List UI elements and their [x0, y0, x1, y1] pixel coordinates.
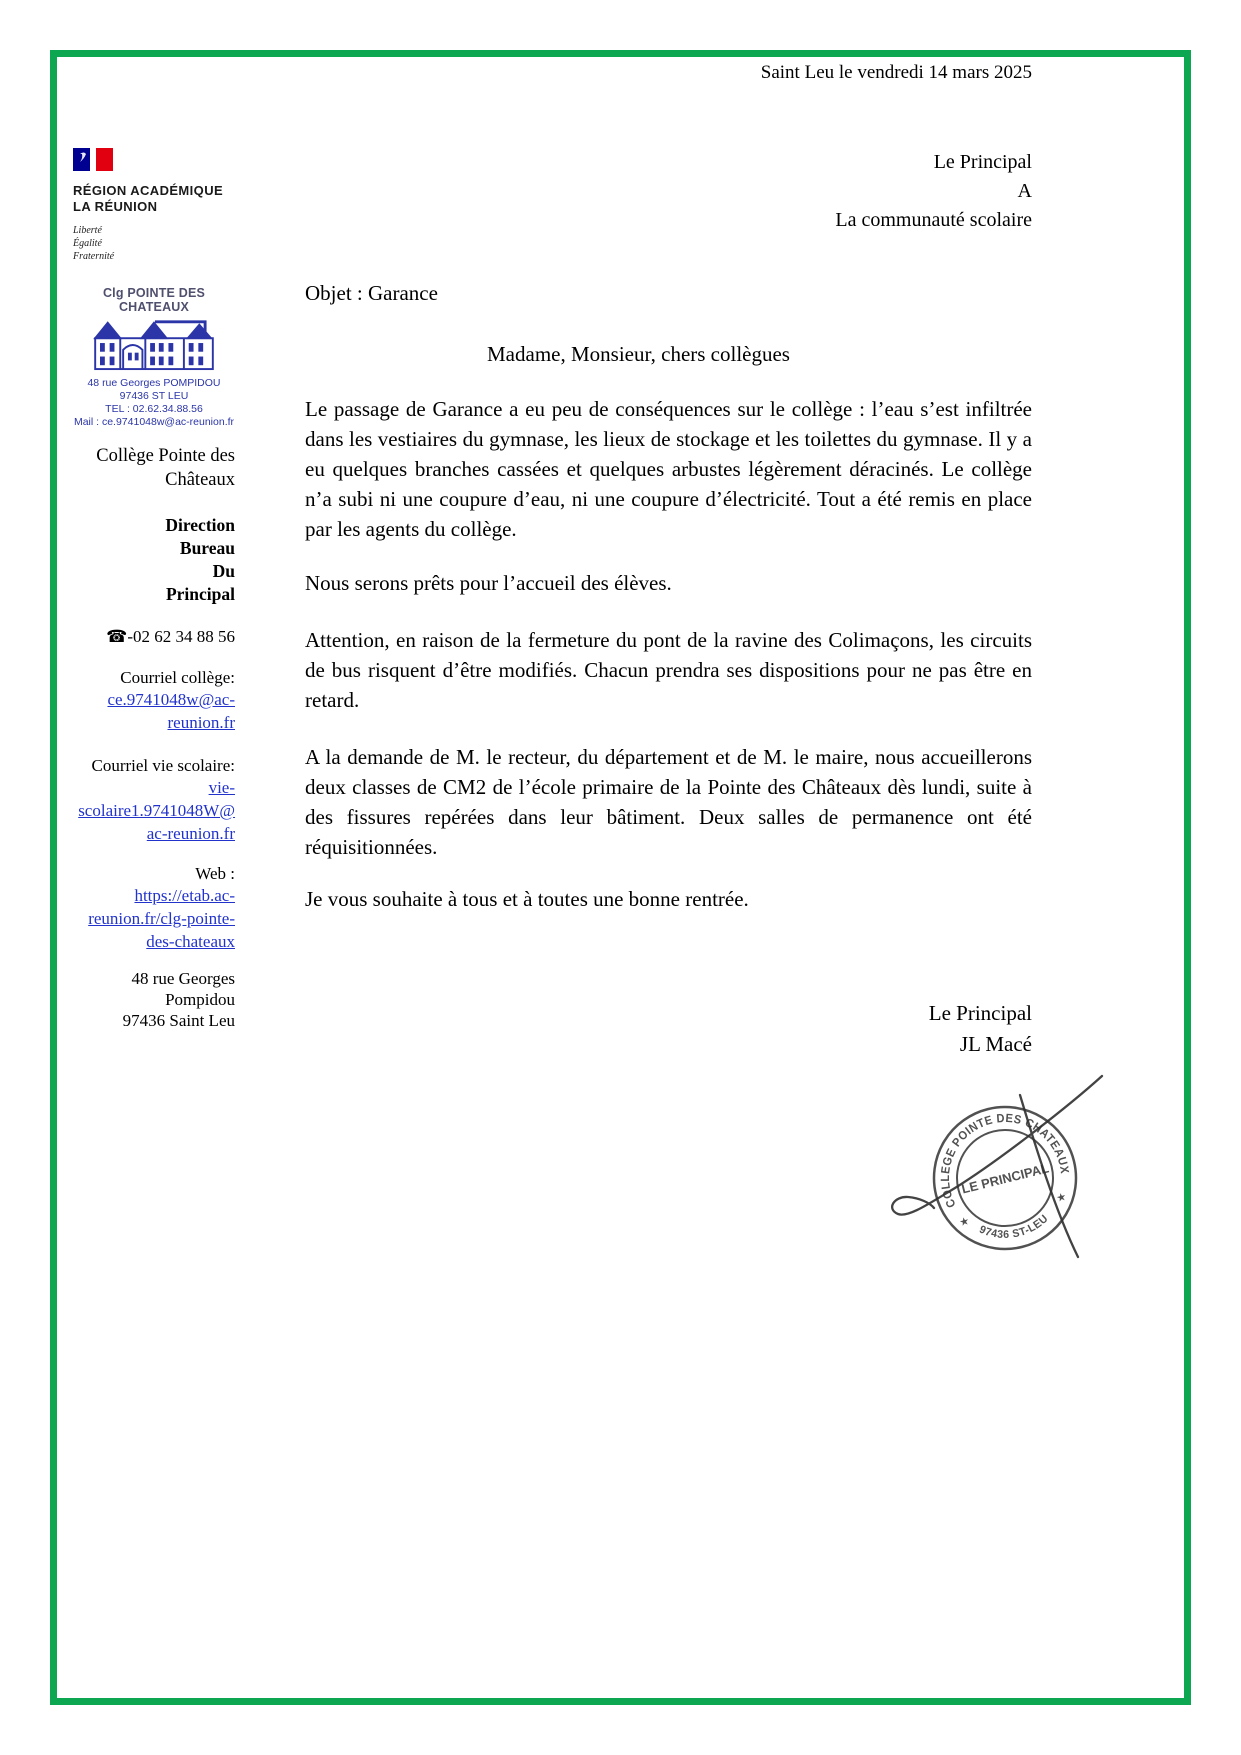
- school-logo-address-line3: TEL : 02.62.34.88.56: [105, 403, 203, 415]
- web-block: [73, 864, 235, 953]
- salutation: Madame, Monsieur, chers collègues: [487, 342, 790, 366]
- date-line: Saint Leu le vendredi 14 mars 2025: [760, 62, 1032, 83]
- stamp-star-right: ★: [1055, 1190, 1068, 1205]
- motto-egalite: Égalité: [73, 238, 102, 249]
- school-logo-address-line4: Mail : ce.9741048w@ac-reunion.fr: [73, 416, 235, 428]
- address-line-1: 48 rue Georges: [131, 969, 235, 988]
- courriel-college-block: [73, 668, 235, 734]
- school-logo-address-line2: 97436 ST LEU: [119, 390, 189, 402]
- recipient-line-3: La communauté scolaire: [835, 209, 1032, 231]
- region-logo-title-line1: RÉGION ACADÉMIQUE: [73, 183, 224, 198]
- recipient-line-1: Le Principal: [933, 151, 1032, 173]
- castle-logo-icon: [89, 317, 219, 371]
- school-name: Collège Pointe des Châteaux: [96, 446, 235, 490]
- stamp-star-left: ★: [958, 1215, 971, 1230]
- telephone-icon: ☎: [106, 627, 128, 646]
- svg-text:97436 ST-LEU: [975, 1207, 1053, 1249]
- web-label: Web :: [195, 864, 235, 883]
- paragraph-5: Je vous souhaite à tous et à toutes une bonne rentrée.: [305, 887, 749, 911]
- web-link[interactable]: https://etab.ac-reunion.fr/clg-pointe-des-chateaux: [88, 886, 235, 951]
- region-academique-logo: [73, 148, 235, 263]
- stamp-center-text: LE PRINCIPAL: [959, 1160, 1051, 1197]
- street-address-block: [73, 968, 235, 1031]
- paragraph-2: Nous serons prêts pour l’accueil des élèves.: [305, 571, 672, 595]
- region-logo-title-line2: LA RÉUNION: [73, 199, 158, 214]
- direction-block: [73, 514, 235, 606]
- objet-line: Objet : Garance: [305, 281, 438, 305]
- paragraph-4: A la demande de M. le recteur, du département et de M. le maire, nous accueillerons deux classes de CM2 de l’école primaire de la Pointe des Châteaux dès lundi, suite à des fissures repérées dans leur bâtiment. Deux salles de permanence ont été réquisitionnées.: [305, 745, 1032, 859]
- school-logo: [73, 286, 235, 429]
- school-logo-title: Clg POINTE DES CHATEAUX: [102, 286, 206, 314]
- courriel-vie-link[interactable]: vie-scolaire1.9741048W@ac-reunion.fr: [78, 778, 235, 843]
- paragraph-1: Le passage de Garance a eu peu de conséquences sur le collège : l’eau s’est infiltrée dans les vestiaires du gymnase, les lieux de stockage et les toilettes du gymnase. Il y a eu quelques branches cassées et quelques arbustes légèrement déracinés. Le collège n’a subi ni une coupure d’eau, ni une coupure d’électricité. Tout a été remis en place par les agents du collège.: [305, 397, 1032, 541]
- french-flag-icon: [73, 148, 113, 171]
- recipient-line-2: A: [1017, 180, 1032, 202]
- courriel-college-label: Courriel collège:: [120, 668, 235, 687]
- courriel-vie-block: [73, 756, 235, 845]
- closing-name: JL Macé: [959, 1032, 1032, 1056]
- phone-number: -02 62 34 88 56: [127, 627, 235, 646]
- address-line-3: 97436 Saint Leu: [122, 1011, 235, 1030]
- stamp-arc-top-text: COLLEGE POINTE DES CHATEAUX: [938, 1110, 1073, 1210]
- motto-fraternite: Fraternité: [73, 251, 115, 262]
- stamp-arc-bottom-text: 97436 ST-LEU: [977, 1212, 1052, 1242]
- courriel-college-link[interactable]: ce.9741048w@ac-reunion.fr: [107, 690, 235, 732]
- phone-line: [73, 627, 235, 647]
- paragraph-3: Attention, en raison de la fermeture du pont de la ravine des Colimaçons, les circuits de bus risquent d’être modifiés. Chacun prendra ses dispositions pour ne pas être en retard.: [305, 628, 1032, 712]
- school-logo-address-line1: 48 rue Georges POMPIDOU: [87, 377, 221, 389]
- direction-line-1: Direction: [165, 515, 235, 535]
- principal-stamp: [850, 1050, 1130, 1270]
- recipient-block: [305, 148, 1032, 235]
- motto-liberte: Liberté: [73, 225, 102, 236]
- direction-line-2: Bureau: [179, 538, 235, 558]
- address-line-2: Pompidou: [165, 990, 235, 1009]
- direction-line-3: Du: [212, 561, 235, 581]
- closing-role: Le Principal: [928, 1001, 1032, 1025]
- courriel-vie-label: Courriel vie scolaire:: [91, 756, 235, 775]
- direction-line-4: Principal: [165, 584, 235, 604]
